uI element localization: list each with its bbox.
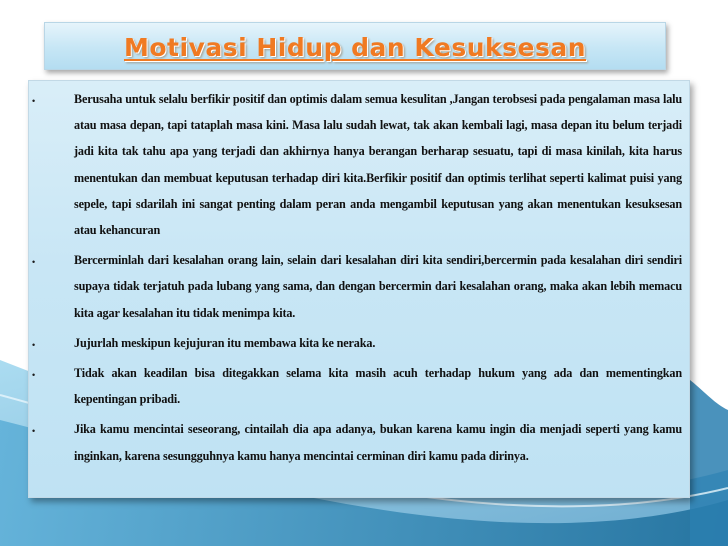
bullet-marker: • — [32, 426, 36, 437]
bullet-text-positive-thinking: Berusaha untuk selalu berfikir positif dan optimis dalam semua kesulitan ,Jangan terobsesi pada pengalaman masa lalu atau masa depan, tapi tataplah masa kini. Masa lalu sudah lewat, tak akan kembali lagi, masa depan itu belum terjadi jadi kita tak tahu apa yang terjadi dan akhirnya hanya berangan berharap sesuatu, tapi di masa kinilah, kita harus menentukan dan membuat keputusan terhadap diri kita.Berfikir positif dan optimis terlihat seperti kalimat puisi yang sepele, tapi sdarilah ini sangat penting dalam peran anda mengambil keputusan yang akan menentukan kesuksesan atau kehancuran — [74, 92, 682, 238]
bullet-item-2 — [32, 247, 682, 326]
bullet-marker: • — [32, 370, 36, 381]
bullet-text-love: Jika kamu mencintai seseorang, cintailah dia apa adanya, bukan karena kamu ingin dia menjadi seperti yang kamu inginkan, karena sesungguhnya kamu hanya mencintai cerminan diri kamu pada dirinya. — [74, 422, 682, 463]
title-banner — [44, 22, 666, 70]
bullet-marker: • — [32, 96, 36, 106]
bullet-item-3 — [32, 330, 682, 356]
bullet-marker: • — [32, 339, 36, 350]
bullet-item-5 — [32, 416, 682, 468]
bullet-item-1 — [32, 86, 682, 243]
bullet-marker: • — [32, 257, 36, 268]
bullet-text-honesty: Jujurlah meskipun kejujuran itu membawa kita ke neraka. — [74, 335, 376, 350]
bullet-text-learn-from-mistakes: Bercerminlah dari kesalahan orang lain, selain dari kesalahan diri kita sendiri,bercermin pada kesalahan diri sendiri supaya tidak terjatuh pada lubang yang sama, dan dengan bercermin dari kesalahan orang, maka akan lebih memacu kita agar kesalahan itu tidak menimpa kita. — [74, 253, 682, 320]
bullet-list — [32, 86, 682, 473]
slide-title: Motivasi Hidup dan Kesuksesan — [123, 32, 587, 62]
bullet-item-4 — [32, 360, 682, 412]
bullet-text-justice: Tidak akan keadilan bisa ditegakkan selama kita masih acuh terhadap hukum yang ada dan mementingkan kepentingan pribadi. — [74, 366, 682, 407]
